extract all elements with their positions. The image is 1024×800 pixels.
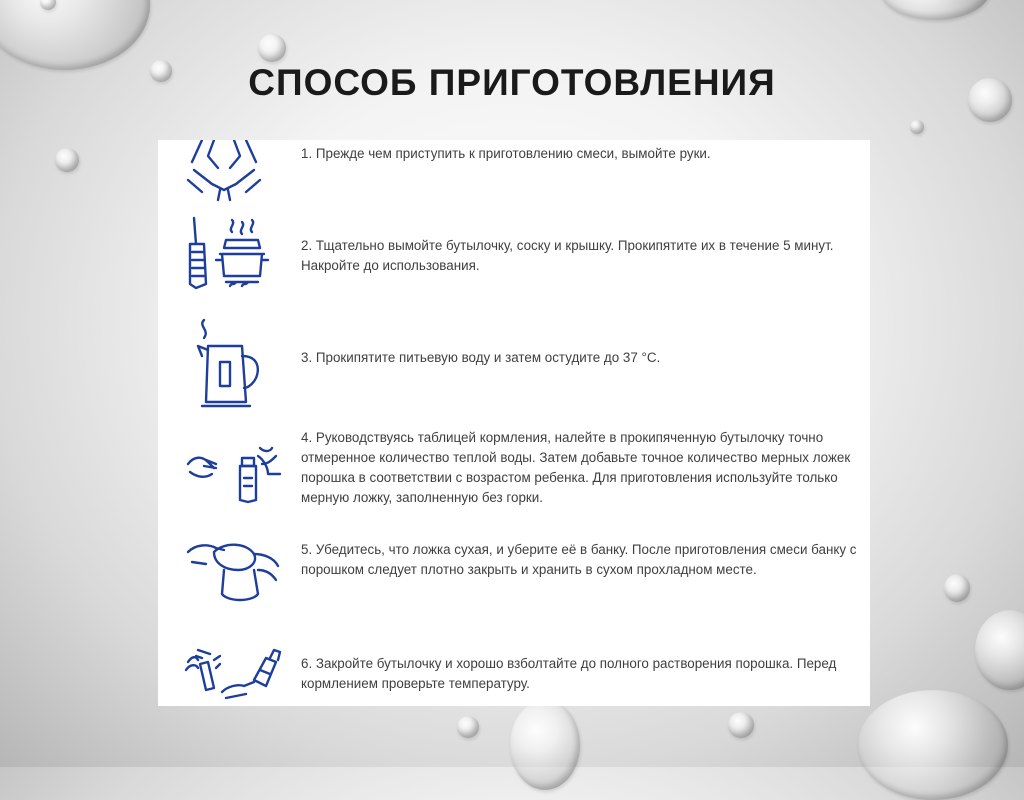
- water-drop-decoration: [858, 690, 1008, 800]
- step-text: 4. Руководствуясь таблицей кормления, налейте в прокипяченную бутылочку точно отмеренное количество теплой воды. Затем добавьте точное количество мерных ложек порошка в соответствии с возрастом ребенка. Для приготовления используйте только мерную ложку, заполненную без горки.: [301, 430, 851, 505]
- water-drop-decoration: [975, 610, 1024, 690]
- step-text: 1. Прежде чем приступить к приготовлению смеси, вымойте руки.: [301, 146, 711, 161]
- water-drop-decoration: [258, 34, 286, 62]
- water-drop-decoration: [910, 120, 924, 134]
- instructions-panel: [158, 140, 870, 706]
- step-text: 6. Закройте бутылочку и хорошо взболтайте до полного растворения порошка. Перед кормлением проверьте температуру.: [301, 656, 837, 691]
- step-text: 2. Тщательно вымойте бутылочку, соску и крышку. Прокипятите их в течение 5 минут. Накройте до использования.: [301, 238, 834, 273]
- slide-title: СПОСОБ ПРИГОТОВЛЕНИЯ: [248, 62, 776, 103]
- water-drop-decoration: [728, 712, 754, 738]
- water-drop-decoration: [880, 0, 990, 20]
- water-drop-decoration: [0, 0, 150, 70]
- water-drop-decoration: [510, 700, 580, 790]
- water-drop-decoration: [457, 716, 479, 738]
- water-drop-decoration: [55, 148, 79, 172]
- washing-hands-icon: [184, 140, 280, 202]
- water-drop-decoration: [944, 574, 970, 602]
- step-text: 3. Прокипятите питьевую воду и затем остудите до 37 °С.: [301, 350, 661, 365]
- shaking-bottle-icon: [184, 640, 284, 702]
- step-text: 5. Убедитесь, что ложка сухая, и уберите её в банку. После приготовления смеси банку с порошком следует плотно закрыть и хранить в сухом прохладном месте.: [301, 542, 857, 577]
- measuring-powder-icon: [184, 434, 284, 514]
- bottle-brush-and-boiling-pot-icon: [184, 214, 280, 296]
- closing-can-icon: [184, 536, 280, 606]
- kettle-icon: [184, 316, 280, 412]
